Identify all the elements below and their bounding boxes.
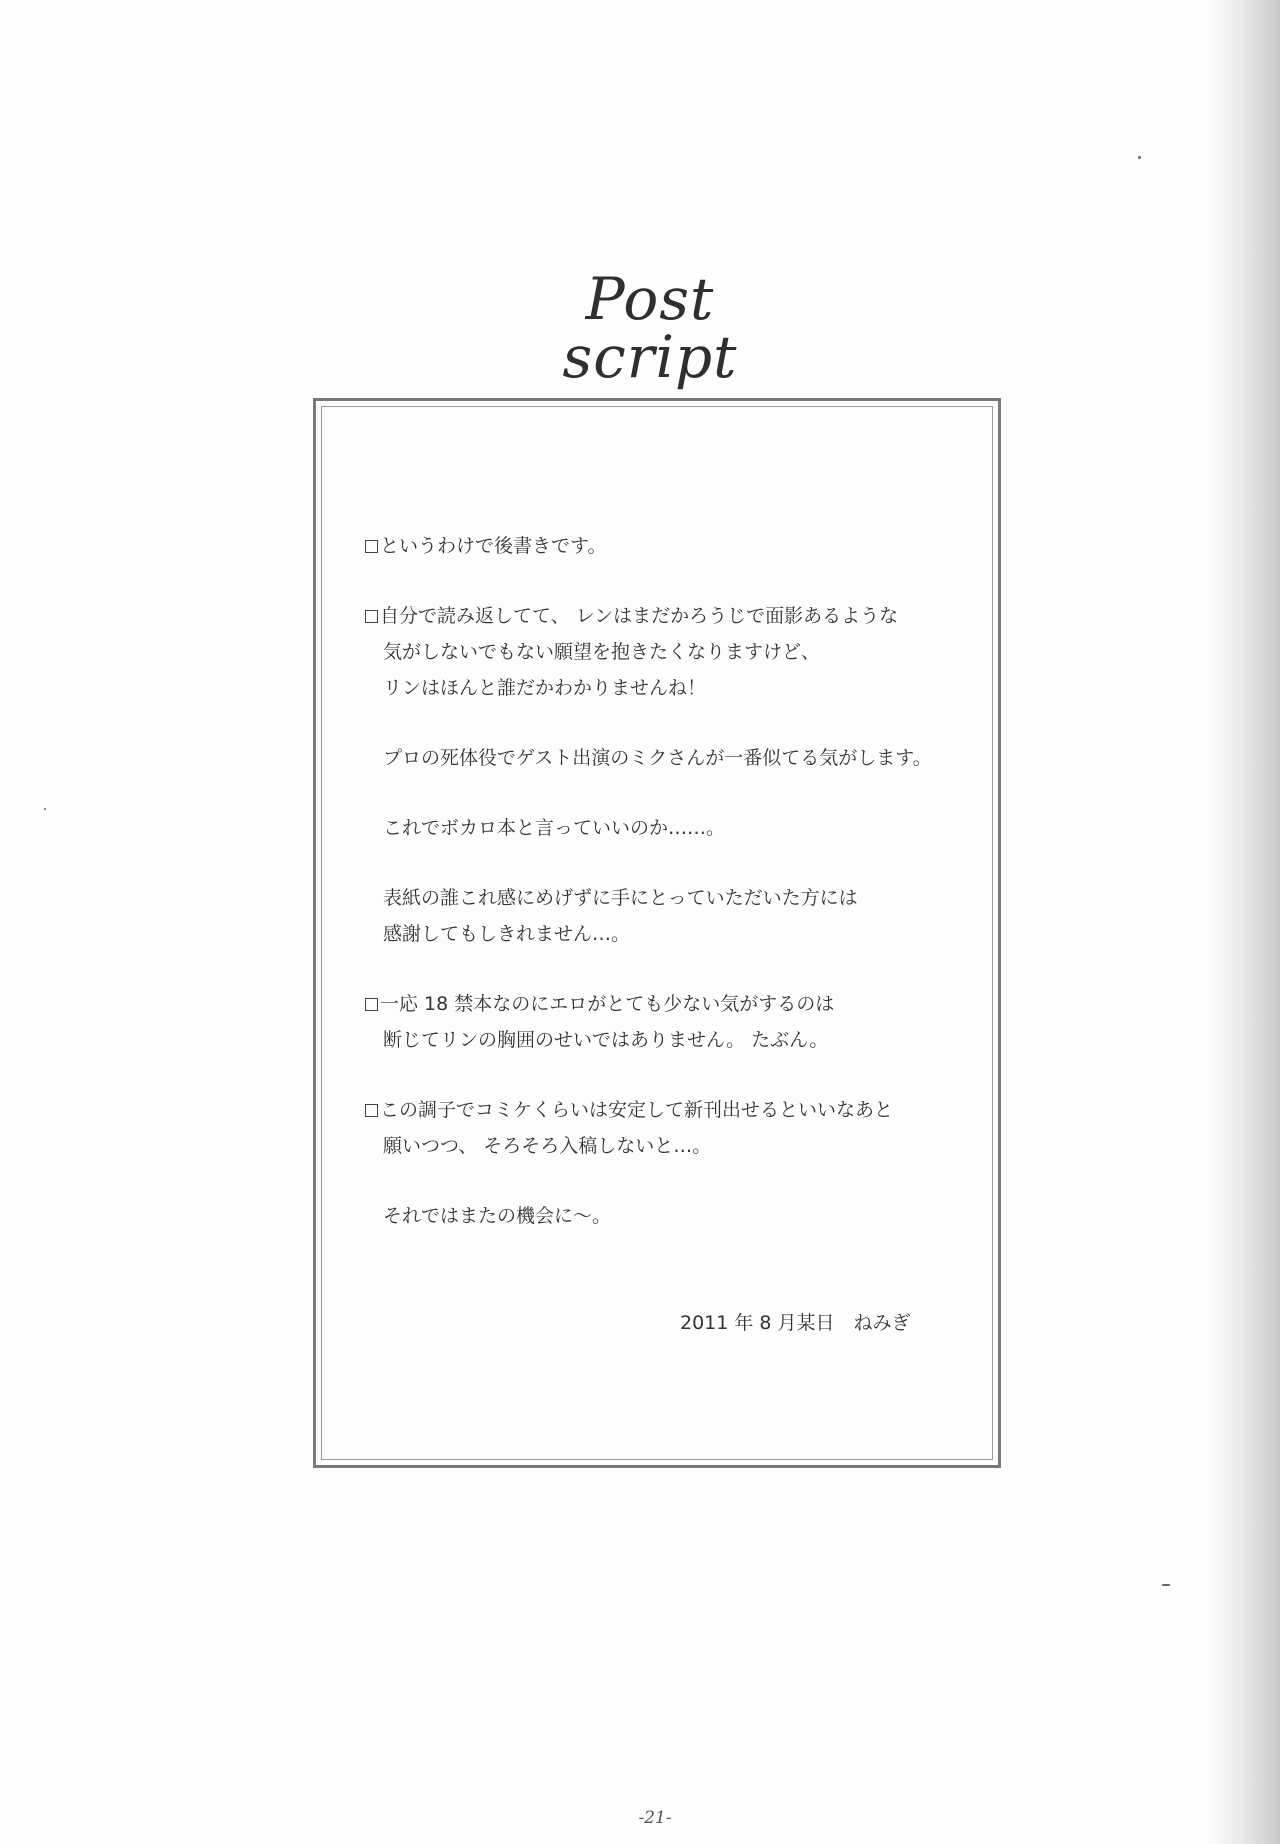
postscript-paragraph (365, 740, 985, 776)
postscript-paragraph (365, 880, 985, 952)
paragraph-line (365, 916, 985, 952)
paragraph-line (365, 1022, 985, 1058)
checkbox-square-icon (365, 540, 378, 553)
paragraph-line (365, 740, 985, 776)
paragraph-line (365, 670, 985, 706)
postscript-paragraph (365, 1092, 985, 1164)
paragraph-line-text: というわけで後書きです。 (380, 535, 607, 557)
paragraph-line-text: これでボカロ本と言っていいのか……。 (383, 817, 726, 839)
paragraph-line-text: 一応 18 禁本なのにエロがとても少ない気がするのは (380, 993, 835, 1015)
paragraph-line (365, 598, 985, 634)
paragraph-line (365, 634, 985, 670)
scan-speck (44, 808, 46, 810)
postscript-body (365, 528, 985, 1268)
scan-speck (1162, 1584, 1170, 1586)
postscript-paragraph (365, 986, 985, 1058)
postscript-paragraph (365, 810, 985, 846)
paragraph-line-text: 願いつつ、 そろそろ入稿しないと…。 (383, 1135, 712, 1157)
paragraph-line (365, 1092, 985, 1128)
paragraph-line (365, 880, 985, 916)
page-number: -21- (638, 1808, 672, 1828)
paragraph-line-text: 表紙の誰これ感にめげずに手にとっていただいた方には (383, 887, 858, 909)
paragraph-line-text: リンはほんと誰だかわかりませんね！ (383, 677, 707, 699)
paragraph-line (365, 1128, 985, 1164)
page-title: Post script (562, 265, 738, 391)
paragraph-line-text: この調子でコミケくらいは安定して新刊出せるといいなあと (380, 1099, 894, 1121)
paragraph-line (365, 810, 985, 846)
paragraph-line-text: 感謝してもしきれません…。 (383, 923, 631, 945)
postscript-paragraph (365, 1198, 985, 1234)
paragraph-line-text: 自分で読み返してて、 レンはまだかろうじで面影あるような (380, 605, 899, 627)
checkbox-square-icon (365, 610, 378, 623)
paragraph-line-text: プロの死体役でゲスト出演のミクさんが一番似てる気がします。 (383, 747, 932, 769)
paragraph-line (365, 986, 985, 1022)
paragraph-line (365, 1198, 985, 1234)
paragraph-line (365, 528, 985, 564)
paragraph-line-text: 断じてリンの胸囲のせいではありません。 たぶん。 (383, 1029, 829, 1051)
scan-speck (1138, 156, 1141, 159)
paragraph-line-text: 気がしないでもない願望を抱きたくなりますけど、 (383, 641, 821, 663)
checkbox-square-icon (365, 998, 378, 1011)
page-edge-shadow (1210, 0, 1280, 1844)
paragraph-line-text: それではまたの機会に～。 (383, 1205, 612, 1227)
postscript-paragraph (365, 528, 985, 564)
postscript-paragraph (365, 598, 985, 706)
signature-date: 2011 年 8 月某日 ねみぎ (680, 1312, 911, 1334)
checkbox-square-icon (365, 1104, 378, 1117)
